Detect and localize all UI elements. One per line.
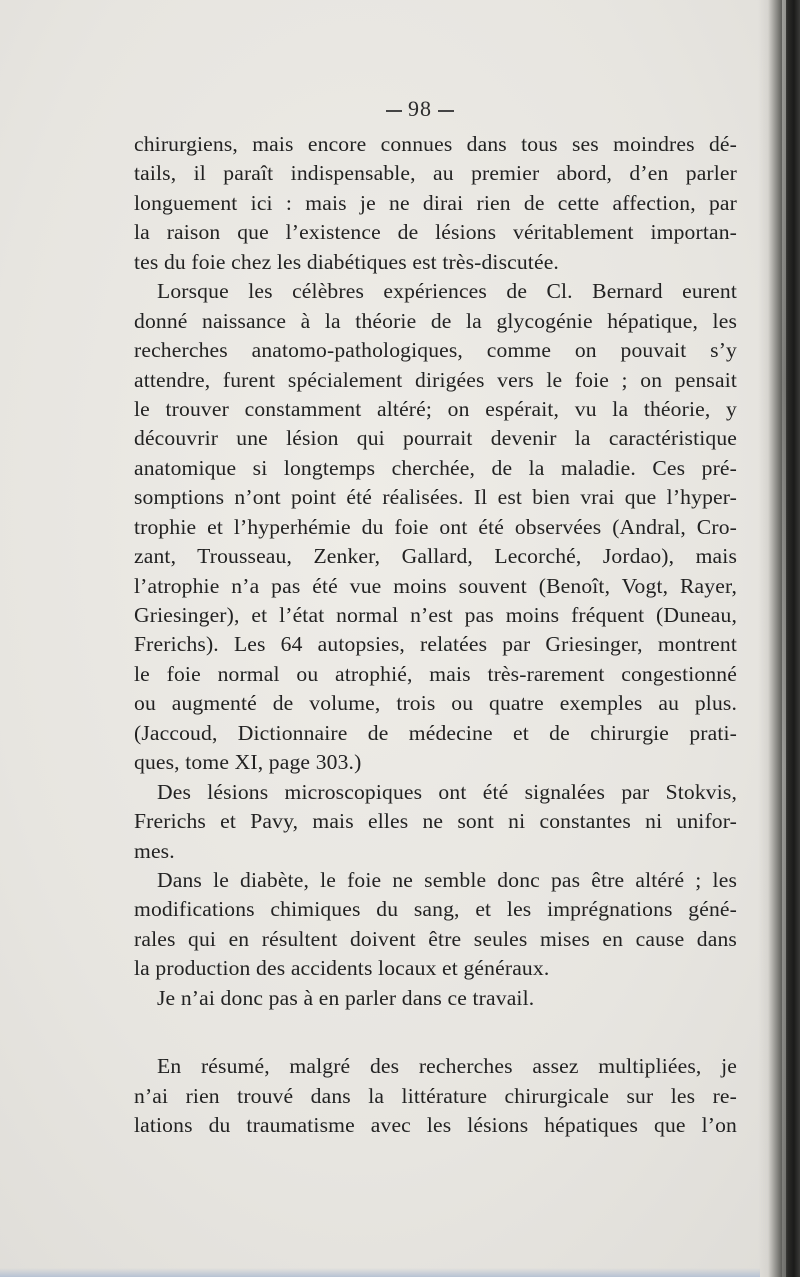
paragraph-gap (134, 1013, 737, 1052)
text-line: le foie normal ou atrophié, mais très-rarement congestionné (134, 661, 737, 686)
text-line: rales qui en résultent doivent être seules mises en cause dans (134, 926, 737, 951)
text-line: n’ai rien trouvé dans la littérature chirurgicale sur les re- (134, 1083, 737, 1108)
text-line: découvrir une lésion qui pourrait devenir la caractéristique (134, 426, 737, 451)
text-line: le trouver constamment altéré; on espérait, vu la théorie, y (134, 396, 737, 421)
text-line: mes. (134, 838, 175, 863)
text-line: anatomique si longtemps cherchée, de la maladie. Ces pré- (134, 455, 737, 480)
text-line: tes du foie chez les diabétiques est très-discutée. (134, 249, 559, 274)
text-line: Je n’ai donc pas à en parler dans ce travail. (157, 985, 535, 1010)
text-line: ou augmenté de volume, trois ou quatre exemples au plus. (134, 691, 737, 716)
text-line: chirurgiens, mais encore connues dans tous ses moindres dé- (134, 132, 737, 156)
text-line: recherches anatomo-pathologiques, comme on pouvait s’y (134, 338, 737, 363)
page-number-right-dash (438, 110, 454, 112)
text-line: modifications chimiques du sang, et les imprégnations géné- (134, 897, 737, 922)
book-binding-edge (758, 0, 800, 1277)
body-text (134, 130, 737, 1140)
text-line: la raison que l’existence de lésions véritablement importan- (134, 220, 737, 245)
page-number-value: 98 (408, 96, 432, 121)
text-line: attendre, furent spécialement dirigées vers le foie ; on pensait (134, 367, 737, 392)
scan-bottom-band (0, 1268, 760, 1277)
text-line: la production des accidents locaux et généraux. (134, 956, 550, 981)
text-line: En résumé, malgré des recherches assez multipliées, je (157, 1054, 737, 1079)
text-line: (Jaccoud, Dictionnaire de médecine et de chirurgie prati- (134, 720, 737, 745)
text-line: l’atrophie n’a pas été vue moins souvent (Benoît, Vogt, Rayer, (134, 573, 737, 598)
text-line: zant, Trousseau, Zenker, Gallard, Lecorché, Jordao), mais (134, 544, 737, 569)
text-line: Dans le diabète, le foie ne semble donc pas être altéré ; les (157, 867, 737, 892)
text-line: Frerichs). Les 64 autopsies, relatées par Griesinger, montrent (134, 632, 737, 657)
text-line: longuement ici : mais je ne dirai rien de cette affection, par (134, 190, 737, 215)
text-line: somptions n’ont point été réalisées. Il est bien vrai que l’hyper- (134, 485, 737, 510)
book-binding-highlight (782, 0, 786, 1277)
text-line: Griesinger), et l’état normal n’est pas moins fréquent (Duneau, (134, 603, 737, 627)
text-line: Lorsque les célèbres expériences de Cl. Bernard eurent (157, 279, 737, 304)
text-line: Frerichs et Pavy, mais elles ne sont ni constantes ni unifor- (134, 809, 737, 834)
text-line: ques, tome XI, page 303.) (134, 750, 362, 775)
page-number (0, 96, 800, 122)
text-line: tails, il paraît indispensable, au premier abord, d’en parler (134, 161, 737, 186)
text-line: trophie et l’hyperhémie du foie ont été observées (Andral, Cro- (134, 514, 737, 539)
text-line: lations du traumatisme avec les lésions hépatiques que l’on (134, 1113, 737, 1137)
text-line: donné naissance à la théorie de la glycogénie hépatique, les (134, 308, 737, 333)
text-line: Des lésions microscopiques ont été signalées par Stokvis, (157, 779, 737, 804)
page-number-left-dash (386, 110, 402, 112)
